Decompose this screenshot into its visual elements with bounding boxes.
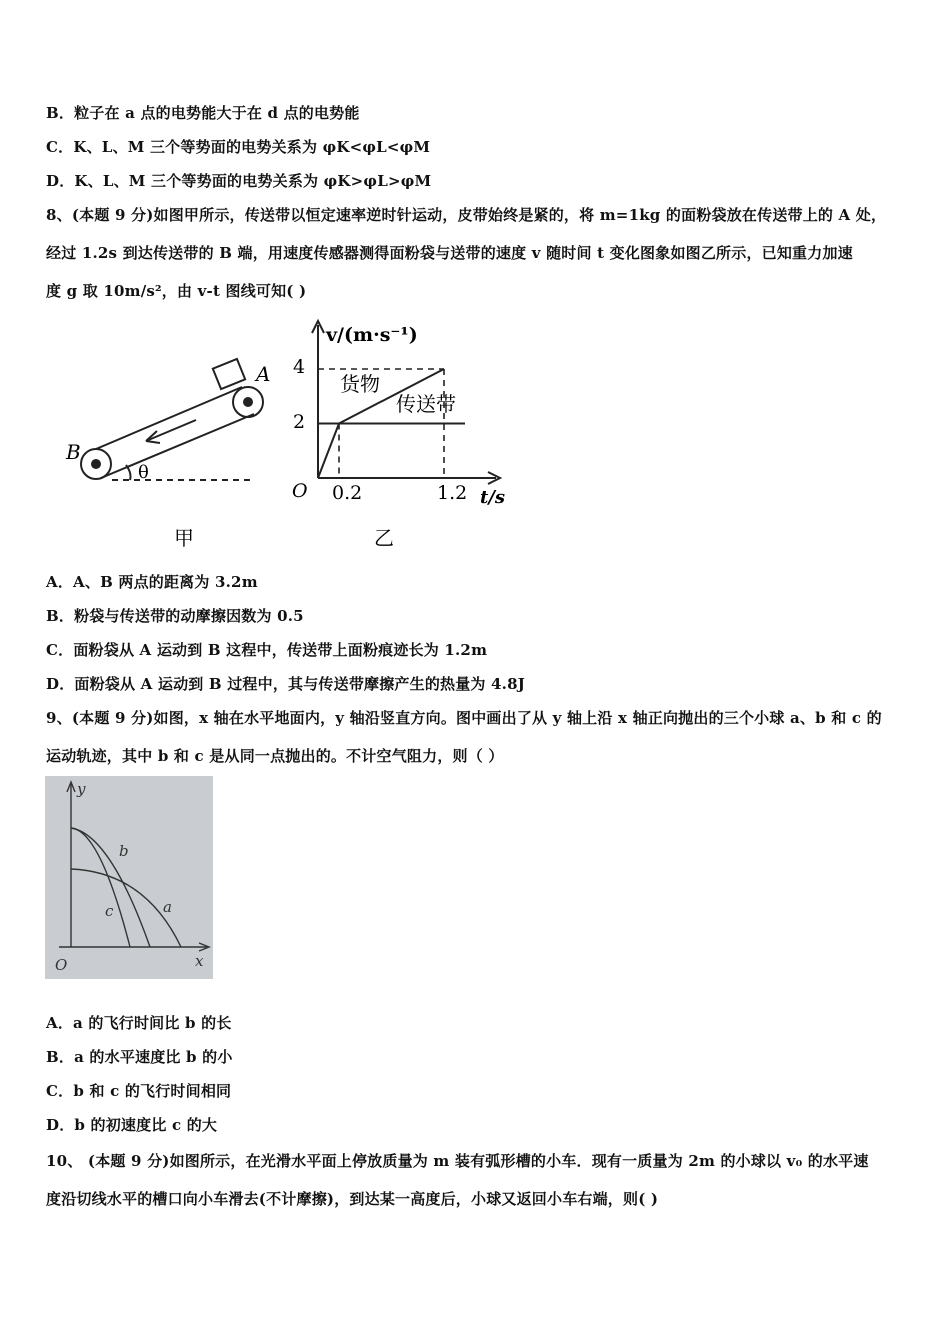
label-goods: 货物 — [340, 372, 380, 396]
y-axis-label: v/(m·s⁻¹) — [326, 324, 418, 346]
trajectory-b — [71, 828, 150, 947]
pulley-b-axle — [92, 460, 100, 468]
x-tick-0-2: 0.2 — [332, 482, 363, 504]
x-axis-label: t/s — [480, 487, 506, 508]
x-label: x — [195, 952, 204, 970]
y-tick-2: 2 — [293, 411, 306, 433]
option-c-prev: C．K、L、M 三个等势面的电势关系为 φK<φL<φM — [46, 138, 431, 156]
q9-option-c: C．b 和 c 的飞行时间相同 — [46, 1082, 232, 1100]
option-d-prev: D．K、L、M 三个等势面的电势关系为 φK>φL>φM — [46, 172, 432, 190]
question-9-line-2: 运动轨迹，其中 b 和 c 是从同一点抛出的。不计空气阻力，则（ ） — [46, 747, 504, 765]
theta-arc — [126, 465, 131, 480]
caption-jia: 甲 — [174, 526, 194, 550]
figure-2-svg — [45, 776, 213, 979]
origin-label: O — [292, 480, 308, 502]
option-8b-prev: B．粒子在 a 点的电势能大于在 d 点的电势能 — [46, 104, 360, 122]
label-b: b — [119, 842, 129, 860]
question-9-line-1: 9、(本题 9 分)如图，x 轴在水平地面内，y 轴沿竖直方向。图中画出了从 y 轴上沿 x 轴正向抛出的三个小球 a、b 和 c 的 — [46, 709, 882, 727]
figure-projectile-trajectories — [45, 776, 213, 979]
pulley-a-axle — [244, 398, 252, 406]
flour-bag — [213, 359, 245, 389]
q8-option-c: C．面粉袋从 A 运动到 B 这程中，传送带上面粉痕迹长为 1.2m — [46, 641, 488, 659]
belt-top — [96, 387, 242, 449]
label-a: a — [163, 898, 172, 916]
origin-label: O — [55, 956, 68, 974]
question-10-line-1: 10、 (本题 9 分)如图所示，在光滑水平面上停放质量为 m 装有弧形槽的小车．现有一质量为 2m 的小球以 v₀ 的水平速 — [46, 1152, 869, 1170]
question-8-line-1: 8、(本题 9 分)如图甲所示，传送带以恒定速率逆时针运动，皮带始终是紧的，将 m=1kg 的面粉袋放在传送带上的 A 处， — [46, 206, 887, 224]
label-theta: θ — [138, 462, 149, 483]
label-b: B — [66, 440, 81, 464]
y-label: y — [77, 780, 86, 798]
figure-conveyor-and-vt-graph — [56, 313, 526, 558]
q8-option-b: B．粉袋与传送带的动摩擦因数为 0.5 — [46, 607, 304, 625]
q8-option-a: A．A、B 两点的距离为 3.2m — [46, 573, 258, 591]
question-8-line-3: 度 g 取 10m/s²，由 v-t 图线可知( ) — [46, 282, 307, 300]
x-tick-1-2: 1.2 — [437, 482, 468, 504]
question-8-line-2: 经过 1.2s 到达传送带的 B 端，用速度传感器测得面粉袋与送带的速度 v 随时间 t 变化图象如图乙所示，已知重力加速 — [46, 244, 853, 262]
label-c: c — [105, 902, 114, 920]
conveyor-diagram — [81, 359, 263, 480]
q9-option-d: D．b 的初速度比 c 的大 — [46, 1116, 218, 1134]
q9-option-b: B．a 的水平速度比 b 的小 — [46, 1048, 233, 1066]
label-belt: 传送带 — [396, 392, 456, 416]
question-10-line-2: 度沿切线水平的槽口向小车滑去(不计摩擦)，到达某一高度后，小球又返回小车右端，则( ) — [46, 1190, 659, 1208]
y-tick-4: 4 — [293, 356, 306, 378]
motion-arrow — [146, 420, 196, 441]
label-a: A — [256, 362, 271, 386]
belt-bottom — [101, 414, 254, 478]
caption-yi: 乙 — [374, 526, 394, 550]
q8-option-d: D．面粉袋从 A 运动到 B 过程中，其与传送带摩擦产生的热量为 4.8J — [46, 675, 526, 693]
q9-option-a: A．a 的飞行时间比 b 的长 — [46, 1014, 232, 1032]
figure-1-svg — [56, 313, 526, 558]
